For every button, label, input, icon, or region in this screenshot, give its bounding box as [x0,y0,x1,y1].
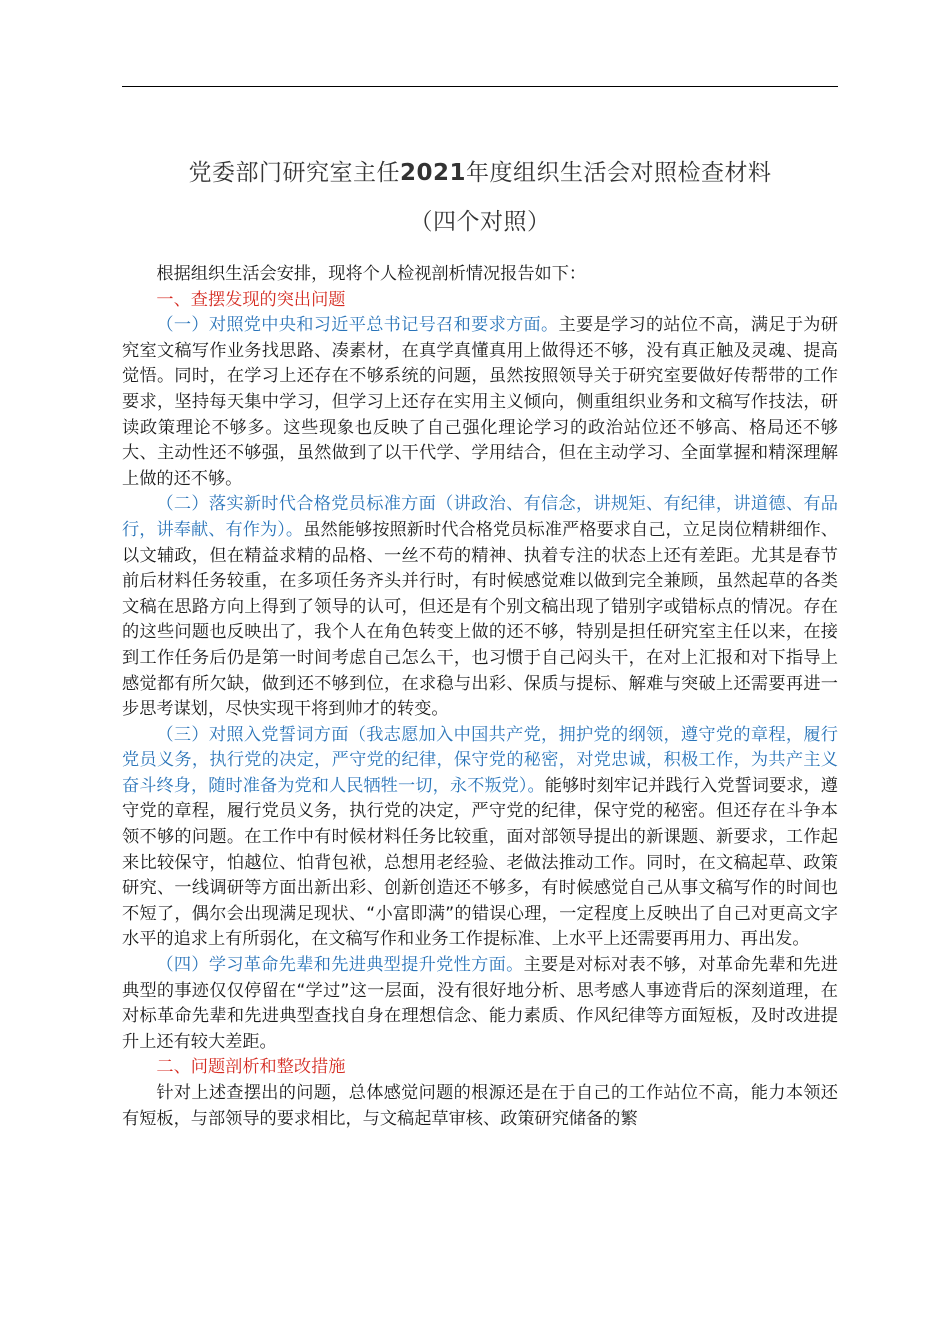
paragraph-5: 针对上述查摆出的问题，总体感觉问题的根源还是在于自己的工作站位不高，能力本领还有短板，与部领导的要求相比，与文稿起草审核、政策研究储备的繁 [122,1083,838,1129]
intro-paragraph: 根据组织生活会安排，现将个人检视剖析情况报告如下： [156,264,587,284]
document-body [122,262,838,1132]
subsection-heading-3: （三）对照入党誓词方面（我志愿加入中国共产党，拥护党的纲领，遵守党的章程，履行党员义务，执行党的决定，严守党的纪律，保守党的秘密，对党忠诚，积极工作，为共产主义奋斗终身，随时准备为党和人民牺牲一切，永不叛党）。 [122,724,838,796]
paragraph-1: （一）对照党中央和习近平总书记号召和要求方面。主要是学习的站位不高，满足于为研究室文稿写作业务找思路、凑素材，在真学真懂真用上做得还不够，没有真正触及灵魂、提高觉悟。同时，在学习上还存在不够系统的问题，虽然按照领导关于研究室要做好传帮带的工作要求，坚持每天集中学习，但学习上还存在实用主义倾向，侧重组织业务和文稿写作技法，研读政策理论不够多。这些现象也反映了自己强化理论学习的政治站位还不够高、格局还不够大、主动性还不够强，虽然做到了以干代学、学用结合，但在主动学习、全面掌握和精深理解上做的还不够。 [122,315,838,489]
paragraph-2: （二）落实新时代合格党员标准方面（讲政治、有信念，讲规矩、有纪律，讲道德、有品行，讲奉献、有作为）。虽然能够按照新时代合格党员标准严格要求自己，立足岗位精耕细作、以文辅政，但在精益求精的品格、一丝不苟的精神、执着专注的状态上还有差距。尤其是春节前后材料任务较重，在多项任务齐头并行时，有时候感觉难以做到完全兼顾，虽然起草的各类文稿在思路方向上得到了领导的认可，但还是有个别文稿出现了错别字或错标点的情况。存在的这些问题也反映出了，我个人在角色转变上做的还不够，特别是担任研究室主任以来，在接到工作任务后仍是第一时间考虑自己怎么干，也习惯于自己闷头干，在对上汇报和对下指导上感觉都有所欠缺，做到还不够到位，在求稳与出彩、保质与提标、解难与突破上还需要再进一步思考谋划，尽快实现干将到帅才的转变。 [122,494,838,720]
document-subtitle: （四个对照） [409,209,551,235]
section-heading-1: 一、查摆发现的突出问题 [156,289,346,310]
paragraph-3: （三）对照入党誓词方面（我志愿加入中国共产党，拥护党的纲领，遵守党的章程，履行党员义务，执行党的决定，严守党的纪律，保守党的秘密，对党忠诚，积极工作，为共产主义奋斗终身，随时准备为党和人民牺牲一切，永不叛党）。能够时刻牢记并践行入党誓词要求，遵守党的章程，履行党员义务，执行党的决定，严守党的纪律，保守党的秘密。但还存在斗争本领不够的问题。在工作中有时候材料任务比较重，面对部领导提出的新课题、新要求，工作起来比较保守，怕越位、怕背包袱，总想用老经验、老做法推动工作。同时，在文稿起草、政策研究、一线调研等方面出新出彩、创新创造还不够多，有时候感觉自己从事文稿写作的时间也不短了，偶尔会出现满足现状、“小富即满”的错误心理，一定程度上反映出了自己对更高文字水平的追求上有所弱化，在文稿写作和业务工作提标准、上水平上还需要再用力、再出发。 [122,724,838,950]
subsection-heading-1: （一）对照党中央和习近平总书记号召和要求方面。 [156,315,559,336]
document-title: 党委部门研究室主任2021年度组织生活会对照检查材料 [188,160,772,186]
subsection-heading-4: （四）学习革命先辈和先进典型提升党性方面。 [156,955,524,976]
header-rule [122,86,838,87]
subsection-heading-2: （二）落实新时代合格党员标准方面（讲政治、有信念，讲规矩、有纪律，讲道德、有品行，讲奉献、有作为）。 [122,494,838,540]
paragraph-4: （四）学习革命先辈和先进典型提升党性方面。主要是对标对表不够，对革命先辈和先进典型的事迹仅仅停留在“学过”这一层面，没有很好地分析、思考感人事迹背后的深刻道理，在对标革命先辈和先进典型查找自身在理想信念、能力素质、作风纪律等方面短板，及时改进提升上还有较大差距。 [122,955,838,1052]
section-heading-2: 二、问题剖析和整改措施 [156,1057,346,1078]
